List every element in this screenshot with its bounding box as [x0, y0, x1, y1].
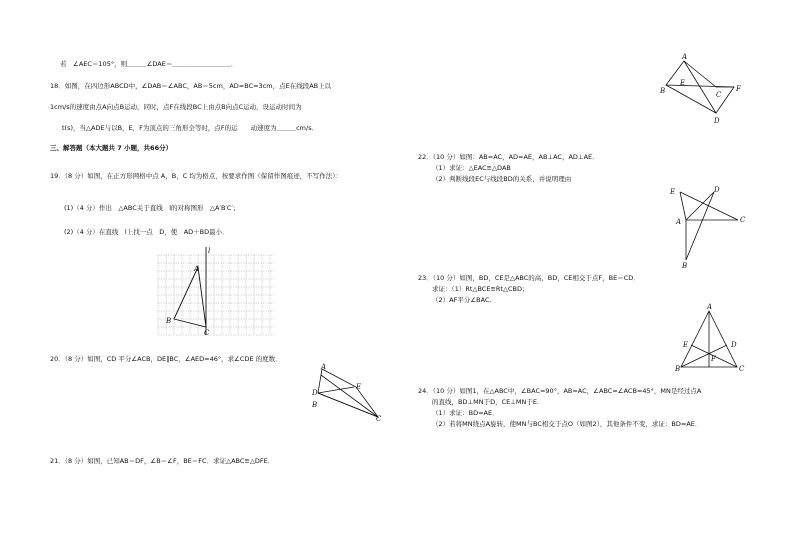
- label-e: E: [683, 341, 689, 349]
- q19-stem: 19．（8 分）如图，在正方形网格中点 A，B，C 均为格点，按要求作图（保留作图痕迹，不写作法）：: [50, 172, 343, 180]
- label-e: E: [670, 188, 676, 196]
- q19-part1: (1)（4 分）作出 △ABC关于直线 l的对称图形 △A′B′C′；: [64, 204, 240, 212]
- label-d: D: [714, 117, 720, 125]
- grid-lines: [158, 255, 274, 335]
- q24-part2: （2）若将MN绕点A旋转，使MN与BC相交于点O（如图2），其他条件不变，求证：BD=AE．: [432, 420, 702, 428]
- label-c: C: [740, 216, 746, 224]
- q24-line1: 24．（10 分）如图1，在△ABC中，∠BAC=90°，AB=AC，∠ABC=∠ACB=45°，MN是经过点A: [418, 387, 702, 395]
- label-e: E: [680, 79, 686, 87]
- label-a: A: [194, 265, 200, 273]
- label-b: B: [312, 401, 318, 409]
- q17-tail: 若 ∠AEC＝105°，则＿＿＿∠DAE＝＿＿＿＿＿＿＿＿＿．: [60, 60, 238, 68]
- q22-part2: （2）判断线段EC与线段BD的关系，并说明理由: [432, 175, 572, 183]
- label-b: B: [675, 365, 681, 373]
- label-e: E: [356, 383, 362, 391]
- label-c: C: [204, 329, 210, 337]
- label-a: A: [707, 303, 713, 311]
- q22-figure: [670, 188, 746, 268]
- label-l: l: [208, 247, 211, 255]
- label-f: F: [736, 85, 741, 93]
- q22-part1: （1）求证：△EAC≌△DAB: [432, 164, 511, 172]
- label-c: C: [376, 415, 382, 423]
- label-c: C: [716, 91, 722, 99]
- section-heading: 三、解答题（本大题共 7 小题，共66分）: [50, 144, 173, 152]
- label-d: D: [714, 186, 720, 194]
- q18-line3: t(s)，当△ADE与以B，E，F为顶点的三角形全等时，点F的运 动速度为＿＿＿cm/s．: [62, 124, 319, 132]
- label-d: D: [731, 341, 737, 349]
- q22-stem: 22．（10 分）如图：AB=AC，AD=AE，AB⊥AC，AD⊥AE．: [418, 153, 599, 161]
- label-c: C: [739, 365, 745, 373]
- q18-line1: 18．如图，在四边形ABCD中，∠DAB＝∠ABC，AB＝5cm，AD=BC=3cm，点E在线段AB上以: [50, 82, 332, 90]
- q20-stem: 20．（8 分）如图，CD 平分∠ACB，DE∥BC，∠AED=46°，求∠CDE 的度数．: [50, 355, 282, 363]
- q23-stem: 23．（10 分）如图，BD，CE是△ABC的高，BD，CE相交于点F，BE＝CD．: [418, 274, 640, 282]
- label-a: A: [682, 53, 688, 61]
- q21-stem: 21．（8 分）如图，已知AB＝DF，∠B＝∠F，BE＝FC．求证△ABC≌△DFE．: [50, 457, 275, 465]
- q23-part2: （2）AF平分∠BAC．: [432, 296, 496, 304]
- q19-grid-figure: [158, 247, 274, 337]
- q19-part2: (2)（4 分）在直线 l上找一点 D，使 AD＋BD最小．: [64, 228, 229, 236]
- q18-figure: [660, 55, 742, 125]
- label-a: A: [321, 363, 327, 371]
- q23-figure: [675, 305, 747, 371]
- q20-figure: [312, 365, 382, 421]
- label-a: A: [676, 218, 682, 226]
- q18-line2: 1cm/s的速度由点A向点B运动，同时，点F在线段BC上由点B向点C运动，设运动时间为: [50, 103, 302, 111]
- label-b: B: [660, 87, 666, 95]
- q24-line2: 的直线，BD⊥MN于D，CE⊥MN于E．: [432, 398, 544, 406]
- q23-part1: 求证：（1）Rt△BCE≌Rt△CBD；: [432, 285, 529, 293]
- label-b: B: [166, 317, 172, 325]
- q24-part1: （1）求证：BD=AE．: [432, 409, 499, 417]
- label-d: D: [312, 389, 318, 397]
- label-b: B: [682, 262, 688, 270]
- label-f: F: [711, 355, 716, 363]
